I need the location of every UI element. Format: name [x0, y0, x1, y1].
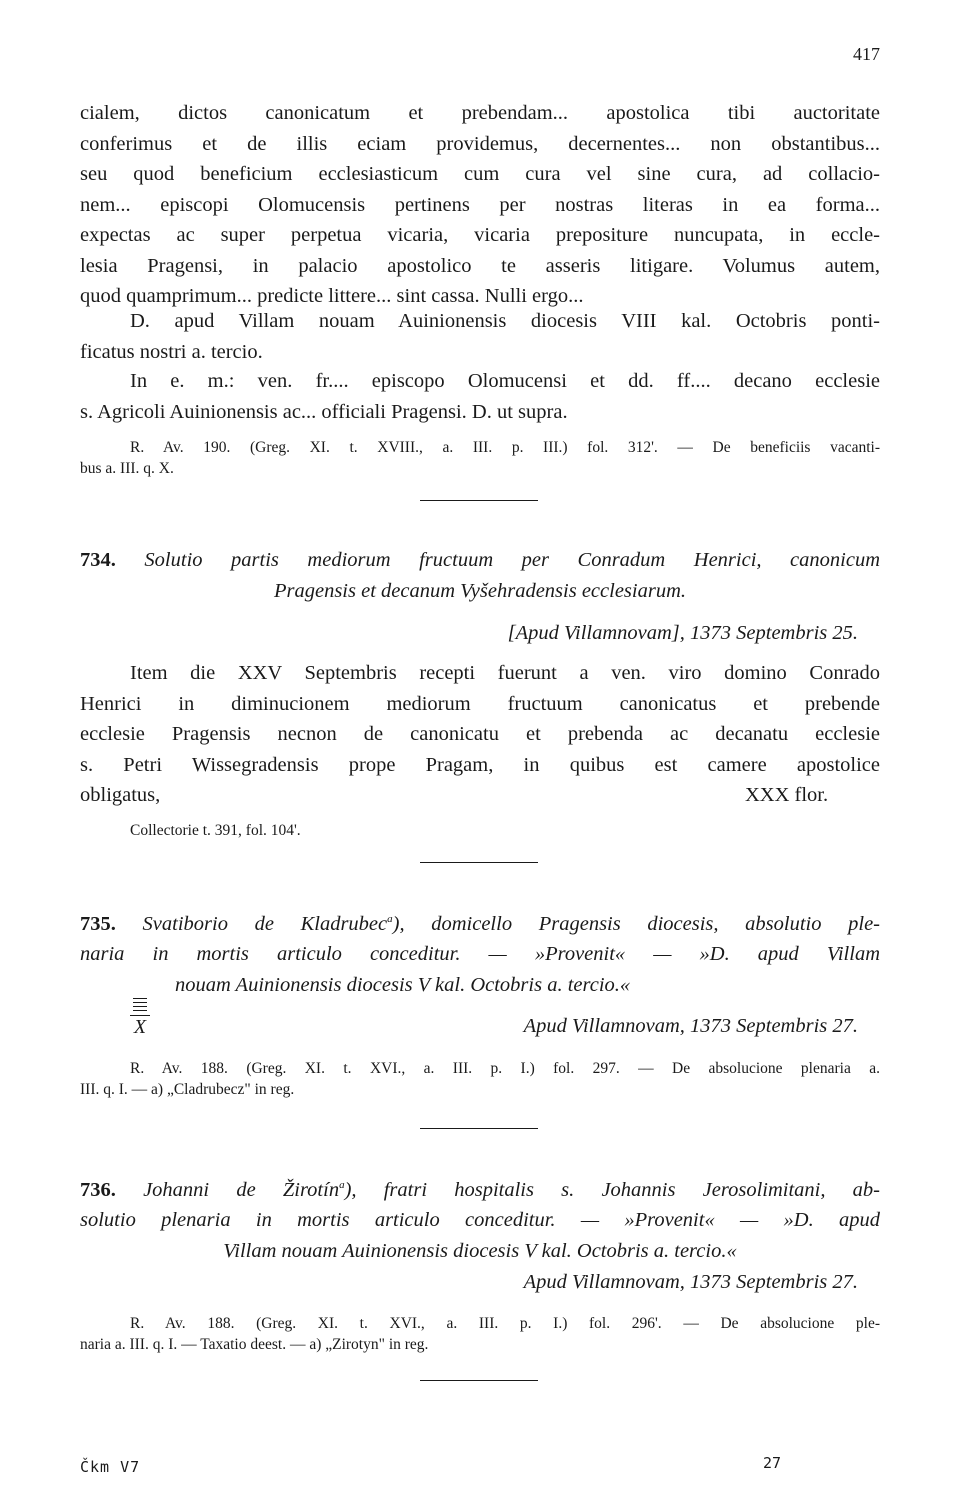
text-line: ficatus nostri a. tercio.	[80, 340, 263, 363]
text-line: conferimus et de illis eciam providemus, decernentes... non obstantibus...	[80, 132, 880, 155]
text-line: Henrici in diminucionem mediorum fructuum canonicatus et prebende	[80, 692, 880, 715]
source-line: R. Av. 188. (Greg. XI. t. XVI., a. III. p. I.) fol. 297. — De absolucione plenaria a.	[130, 1060, 880, 1077]
entry-number: 735.	[80, 912, 116, 935]
entry-734-date	[80, 618, 880, 649]
title-line: nouam Auinionensis diocesis V kal. Octobris a. tercio.«	[175, 973, 631, 996]
text-line: D. apud Villam nouam Auinionensis diocesis VIII kal. Octobris ponti-	[130, 310, 880, 332]
text-line: seu quod beneficium ecclesiasticum cum cura vel sine cura, ad collacio-	[80, 163, 880, 185]
separator-rule	[420, 500, 538, 501]
source-line: Collectorie t. 391, fol. 104'.	[130, 822, 301, 839]
source-note	[80, 437, 880, 479]
text-line: nem... episcopi Olomucensis pertinens per nostras literas in ea forma...	[80, 193, 880, 216]
text-line: Item die XXV Septembris recepti fuerunt a ven. viro domino Conrado	[130, 662, 880, 684]
text-line: ecclesie Pragensis necnon de canonicatu et prebenda ac decanatu ecclesie	[80, 723, 880, 745]
amount: XXX flor.	[745, 784, 829, 806]
title-line: ), domicello Pragensis diocesis, absolutio ple-	[392, 912, 881, 935]
text-line: In e. m.: ven. fr.... episcopo Olomucensi et dd. ff.... decano ecclesie	[130, 370, 880, 392]
date-line: Apud Villamnovam, 1373 Septembris 27.	[523, 1015, 858, 1037]
text-line: lesia Pragensi, in palacio apostolico te asseris litigare. Volumus autem,	[80, 254, 880, 277]
title-line: solutio plenaria in mortis articulo conceditur. — »Provenit« — »D. apud	[80, 1209, 880, 1232]
separator-rule	[420, 862, 538, 863]
entry-735-date	[80, 1011, 880, 1042]
dating-clause	[80, 306, 880, 367]
entry-736-title	[80, 1170, 880, 1267]
source-line: III. q. I. — a) „Cladrubecz" in reg.	[80, 1081, 295, 1098]
separator-rule	[420, 1128, 538, 1129]
title-line: Johanni de Žirotín	[143, 1178, 340, 1201]
signature-mark: Čkm V7	[80, 1458, 141, 1476]
source-line: bus a. III. q. X.	[80, 460, 174, 477]
separator-rule	[420, 1380, 538, 1381]
amount-line	[80, 780, 880, 811]
date-line: Apud Villamnovam, 1373 Septembris 27.	[523, 1271, 858, 1293]
entry-736-source	[80, 1313, 880, 1355]
date-line: [Apud Villamnovam], 1373 Septembris 25.	[507, 622, 858, 644]
tax-mark-letter: X	[130, 1015, 150, 1037]
source-line: R. Av. 190. (Greg. XI. t. XVIII., a. III. p. III.) fol. 312'. — De beneficiis vacanti-	[130, 439, 880, 456]
executors-clause	[80, 366, 880, 427]
tax-mark-bars	[133, 998, 147, 1011]
text-line: quod quamprimum... predicte littere... sint cassa. Nulli ergo...	[80, 285, 584, 307]
text-line: obligatus,	[80, 784, 161, 806]
signature-number: 27	[763, 1454, 782, 1472]
page-number: 417	[853, 44, 880, 64]
continuation-text	[80, 98, 880, 312]
title-line: naria in mortis articulo conceditur. — »Provenit« — »D. apud Villam	[80, 943, 880, 966]
entry-735-title	[80, 904, 880, 1000]
source-line: naria a. III. q. I. — Taxatio deest. — a) „Zirotyn" in reg.	[80, 1336, 429, 1353]
title-line: Svatiborio de Kladrubec	[142, 912, 388, 935]
source-line: R. Av. 188. (Greg. XI. t. XVI., a. III. p. I.) fol. 296'. — De absolucione ple-	[130, 1315, 880, 1332]
text-line: s. Agricoli Auinionensis ac... officiali Pragensi. D. ut supra.	[80, 400, 568, 423]
entry-736-date	[80, 1267, 880, 1298]
entry-734-source	[80, 820, 880, 841]
entry-734-title	[80, 545, 880, 607]
title-line: Villam nouam Auinionensis diocesis V kal. Octobris a. tercio.«	[223, 1239, 737, 1262]
text-line: expectas ac super perpetua vicaria, vicaria prepositure nuncupata, in eccle-	[80, 224, 880, 246]
entry-number: 736.	[80, 1178, 116, 1201]
entry-735-source	[80, 1058, 880, 1100]
text-line: s. Petri Wissegradensis prope Pragam, in quibus est camere apostolice	[80, 753, 880, 776]
title-line: Solutio partis mediorum fructuum per Conradum Henrici, canonicum	[144, 549, 880, 571]
title-line: Pragensis et decanum Vyšehradensis ecclesiarum.	[273, 579, 686, 602]
text-line: cialem, dictos canonicatum et prebendam... apostolica tibi auctoritate	[80, 102, 880, 124]
entry-734-text	[80, 658, 880, 811]
title-line: ), fratri hospitalis s. Johannis Jerosolimitani, ab-	[344, 1178, 880, 1201]
entry-number: 734.	[80, 549, 116, 571]
footnote-mark: a	[339, 1179, 345, 1191]
footnote-mark: a	[387, 913, 393, 925]
